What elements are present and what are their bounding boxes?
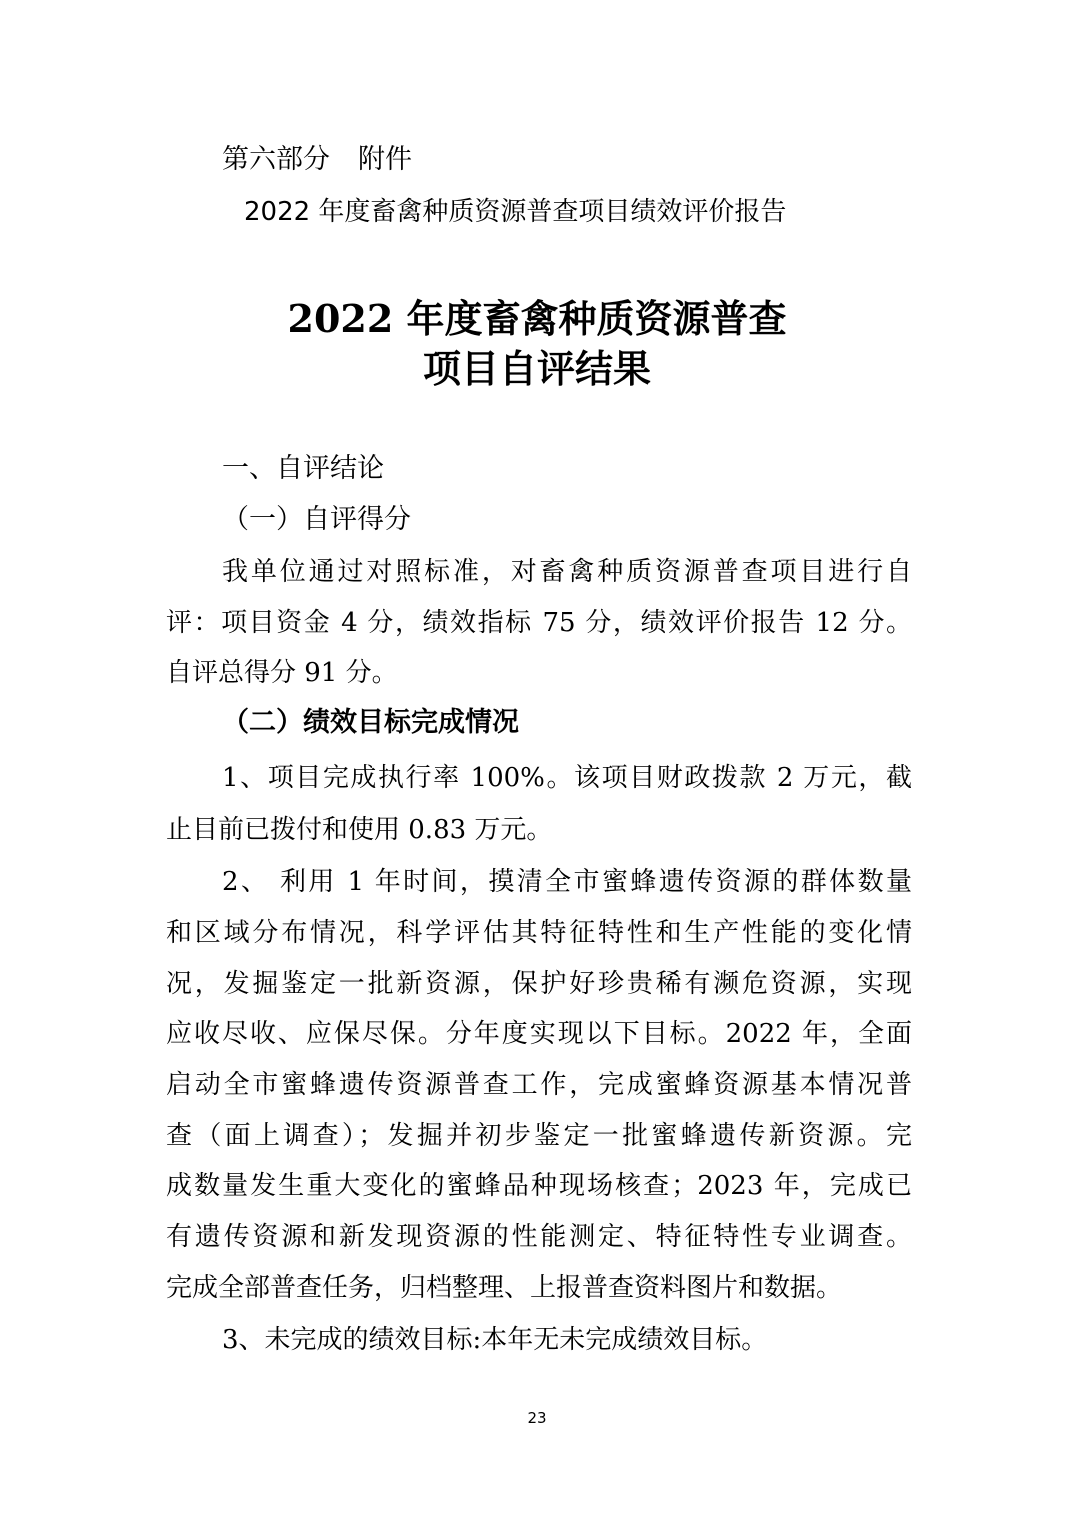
subsection-heading-goals: （二）绩效目标完成情况 [222,707,519,738]
paragraph-line: 有遗传资源和新发现资源的性能测定、特征特性专业调查。 [166,1222,912,1252]
paragraph-line: 查（面上调查）；发掘并初步鉴定一批蜜蜂遗传新资源。完 [166,1121,912,1151]
part-heading-prefix: 第六部分 [222,144,330,175]
paragraph-line: 启动全市蜜蜂遗传资源普查工作，完成蜜蜂资源基本情况普 [166,1070,912,1100]
part-heading [222,140,412,180]
paragraph-line: 止目前已拨付和使用 0.83 万元。 [166,815,553,845]
main-title-line-2: 项目自评结果 [422,346,651,391]
paragraph-line: 和区域分布情况，科学评估其特征特性和生产性能的变化情 [166,918,912,948]
paragraph-line: 1、项目完成执行率 100%。该项目财政拨款 2 万元，截 [222,763,912,793]
paragraph-line: 我单位通过对照标准，对畜禽种质资源普查项目进行自 [222,557,912,587]
subsection-heading-score: （一）自评得分 [222,504,411,535]
paragraph-line: 2、 利用 1 年时间，摸清全市蜜蜂遗传资源的群体数量 [222,867,912,897]
paragraph-line: 成数量发生重大变化的蜜蜂品种现场核查；2023 年，完成已 [166,1171,912,1201]
paragraph-line: 3、未完成的绩效目标:本年无未完成绩效目标。 [222,1325,768,1355]
main-title-line-1: 2022 年度畜禽种质资源普查 [287,296,787,341]
part-heading-suffix: 附件 [358,144,412,175]
paragraph-line: 评：项目资金 4 分，绩效指标 75 分，绩效评价报告 12 分。 [166,608,912,638]
page-number: 23 [527,1409,547,1427]
paragraph-line: 完成全部普查任务，归档整理、上报普查资料图片和数据。 [166,1273,843,1303]
section-heading-conclusion: 一、自评结论 [222,453,384,484]
paragraph-line: 况，发掘鉴定一批新资源，保护好珍贵稀有濒危资源，实现 [166,969,912,999]
paragraph-line: 自评总得分 91 分。 [166,658,398,688]
report-title: 2022 年度畜禽种质资源普查项目绩效评价报告 [244,197,787,227]
paragraph-line: 应收尽收、应保尽保。分年度实现以下目标。2022 年，全面 [166,1019,912,1049]
